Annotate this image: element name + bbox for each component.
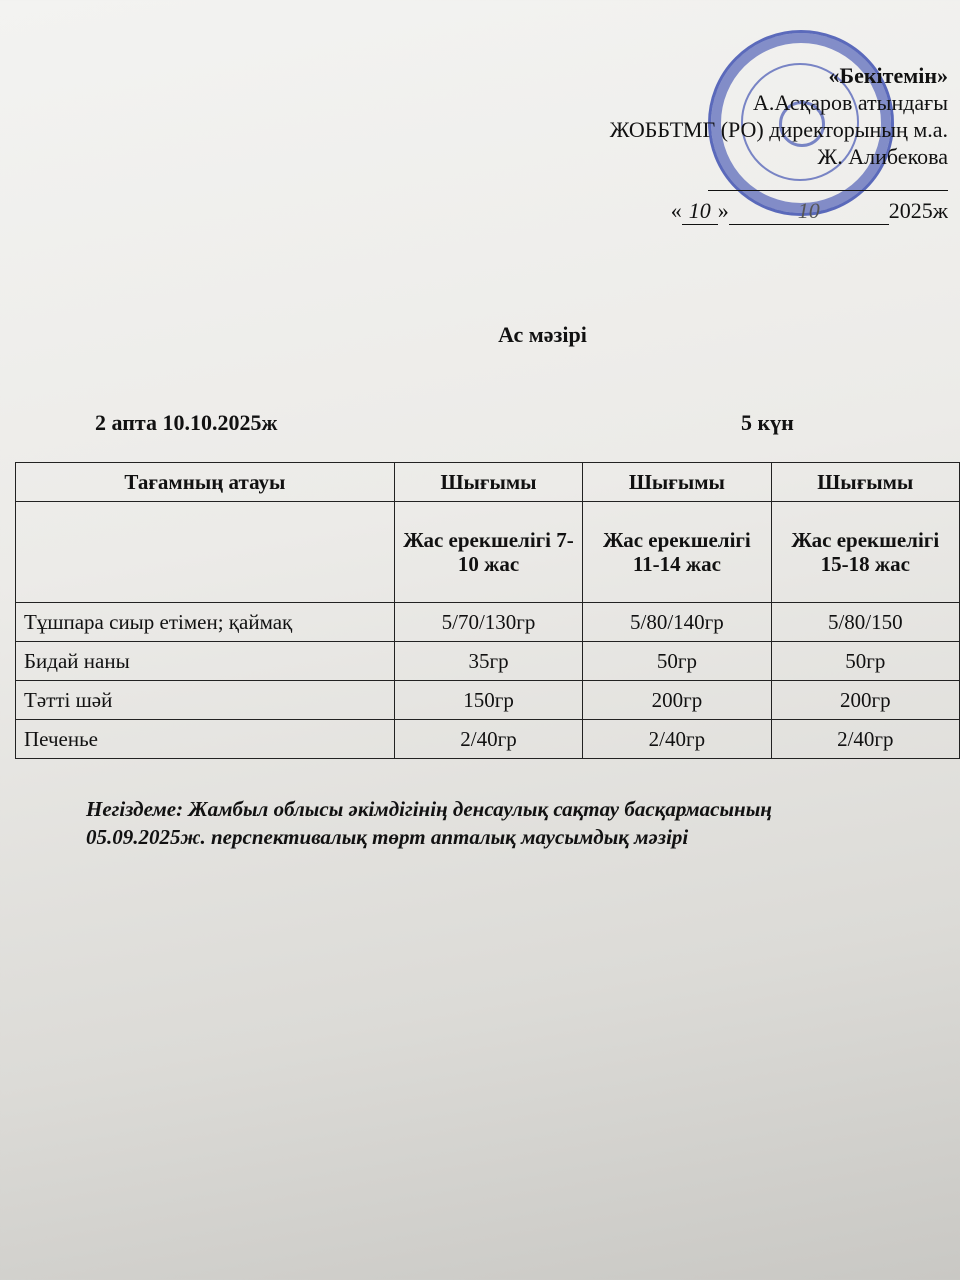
portion: 35гр bbox=[394, 642, 582, 681]
table-row bbox=[16, 603, 960, 642]
table-row bbox=[16, 642, 960, 681]
portion: 5/80/150 bbox=[771, 603, 959, 642]
header-yield: Шығымы bbox=[394, 463, 582, 502]
approval-date-day: 10 bbox=[682, 197, 718, 225]
portion: 50гр bbox=[583, 642, 771, 681]
dish-name: Тұшпара сиыр етімен; қаймақ bbox=[16, 603, 395, 642]
portion: 2/40гр bbox=[583, 720, 771, 759]
portion: 2/40гр bbox=[394, 720, 582, 759]
approval-line2: ЖОББТМГ (РО) директорының м.а. bbox=[609, 117, 948, 142]
portion: 50гр bbox=[771, 642, 959, 681]
approval-date-month: 10 bbox=[729, 197, 889, 225]
dish-name: Бидай наны bbox=[16, 642, 395, 681]
portion: 200гр bbox=[583, 681, 771, 720]
menu-table bbox=[15, 462, 960, 759]
age-group: Жас ерекшелігі 7-10 жас bbox=[394, 502, 582, 603]
page-title: Ас мәзірі bbox=[498, 322, 587, 347]
header-yield: Шығымы bbox=[771, 463, 959, 502]
header-dish: Тағамның атауы bbox=[16, 463, 395, 502]
portion: 2/40гр bbox=[771, 720, 959, 759]
week-label: 2 апта 10.10.2025ж bbox=[95, 410, 278, 435]
basis-note: Негіздеме: Жамбыл облысы әкімдігінің денсаулық сақтау басқармасының 05.09.2025ж. перспективалық төрт апталық маусымдық мәзірі bbox=[86, 797, 772, 849]
dish-name: Печенье bbox=[16, 720, 395, 759]
dish-name: Тәтті шәй bbox=[16, 681, 395, 720]
portion: 200гр bbox=[771, 681, 959, 720]
portion: 150гр bbox=[394, 681, 582, 720]
portion: 5/70/130гр bbox=[394, 603, 582, 642]
portion: 5/80/140гр bbox=[583, 603, 771, 642]
approval-date-year: 2025ж bbox=[888, 198, 948, 223]
age-group: Жас ерекшелігі 11-14 жас bbox=[583, 502, 771, 603]
day-label: 5 күн bbox=[741, 410, 794, 435]
table-row bbox=[16, 681, 960, 720]
approval-signatory: Ж. Алибекова bbox=[817, 144, 948, 169]
table-row bbox=[16, 720, 960, 759]
header-yield: Шығымы bbox=[583, 463, 771, 502]
approval-title: «Бекітемін» bbox=[828, 63, 948, 88]
approval-line1: А.Асқаров атындағы bbox=[753, 90, 948, 115]
age-group: Жас ерекшелігі 15-18 жас bbox=[771, 502, 959, 603]
approval-block: «Бекітемін» А.Асқаров атындағы ЖОББТМГ (РО) директорының м.а. Ж. Алибекова « 10 » 10 2025ж bbox=[609, 63, 948, 223]
